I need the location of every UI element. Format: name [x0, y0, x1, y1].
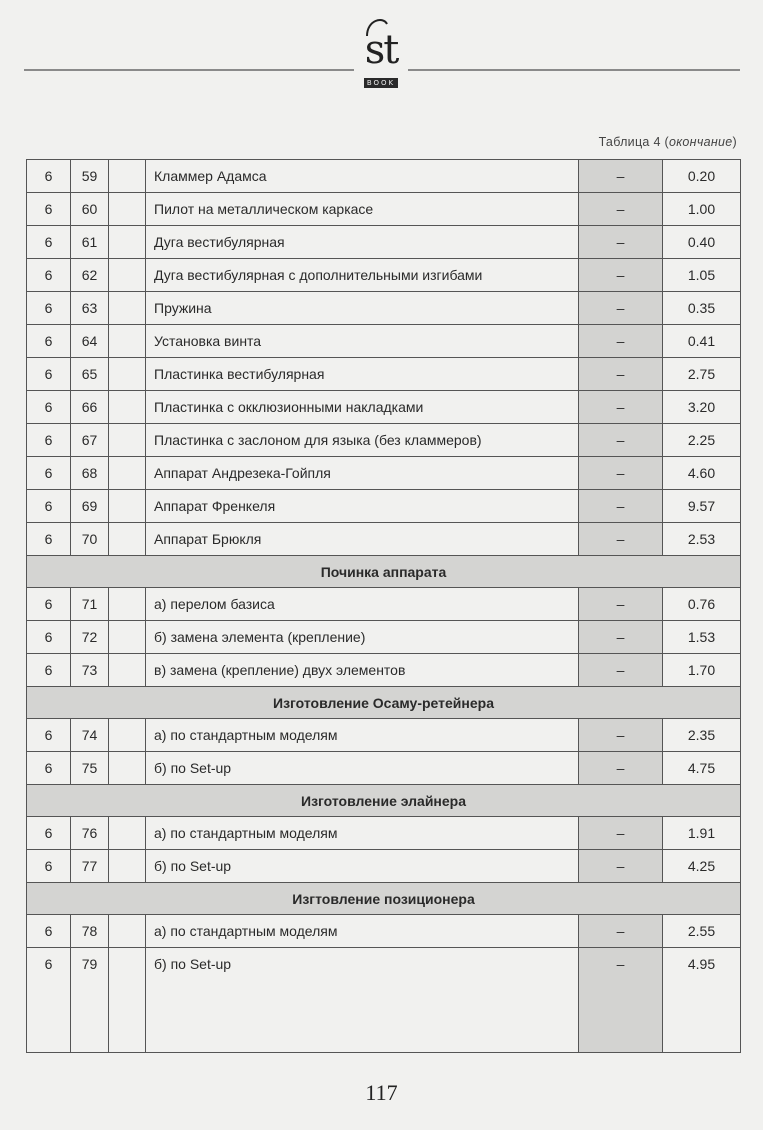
value-cell: 0.20 — [663, 160, 741, 193]
value-cell: 1.91 — [663, 817, 741, 850]
value-cell: 0.40 — [663, 226, 741, 259]
dash-cell: – — [579, 259, 663, 292]
dash-cell: – — [579, 325, 663, 358]
item-number-cell: 62 — [71, 259, 109, 292]
item-name-cell: Пилот на металлическом каркасе — [146, 193, 579, 226]
dash-cell: – — [579, 654, 663, 687]
table-row — [27, 915, 741, 948]
table-row — [27, 523, 741, 556]
chapter-cell: 6 — [27, 457, 71, 490]
table-row — [27, 654, 741, 687]
empty-cell — [109, 621, 146, 654]
chapter-cell: 6 — [27, 654, 71, 687]
value-cell: 2.35 — [663, 719, 741, 752]
value-cell: 1.70 — [663, 654, 741, 687]
section-header-row — [27, 785, 741, 817]
empty-cell — [109, 424, 146, 457]
header-rule-left — [24, 69, 354, 71]
dash-cell: – — [579, 358, 663, 391]
table-row — [27, 226, 741, 259]
caption-italic: окончание — [668, 135, 733, 149]
item-name-cell: Аппарат Брюкля — [146, 523, 579, 556]
section-title: Изготовление Осаму-ретейнера — [27, 687, 741, 719]
item-name-cell: Пластинка вестибулярная — [146, 358, 579, 391]
value-cell: 2.55 — [663, 915, 741, 948]
item-name-cell: Дуга вестибулярная с дополнительными изгибами — [146, 259, 579, 292]
item-name-cell: б) по Set-up — [146, 850, 579, 883]
caption-suffix: ) — [732, 135, 737, 149]
price-table-body — [27, 160, 741, 1053]
table-row — [27, 490, 741, 523]
dash-cell: – — [579, 719, 663, 752]
item-name-cell: б) замена элемента (крепление) — [146, 621, 579, 654]
chapter-cell: 6 — [27, 850, 71, 883]
empty-cell — [109, 588, 146, 621]
item-number-cell: 60 — [71, 193, 109, 226]
item-number-cell: 61 — [71, 226, 109, 259]
item-number-cell: 66 — [71, 391, 109, 424]
dash-cell: – — [579, 457, 663, 490]
page-number: 117 — [365, 1080, 398, 1105]
item-number-cell: 67 — [71, 424, 109, 457]
table-row — [27, 948, 741, 1053]
item-number-cell: 75 — [71, 752, 109, 785]
item-name-cell: Пластинка с заслоном для языка (без кламмеров) — [146, 424, 579, 457]
table-row — [27, 358, 741, 391]
section-header-row — [27, 883, 741, 915]
item-name-cell: а) перелом базиса — [146, 588, 579, 621]
empty-cell — [109, 719, 146, 752]
chapter-cell: 6 — [27, 490, 71, 523]
chapter-cell: 6 — [27, 259, 71, 292]
item-number-cell: 70 — [71, 523, 109, 556]
item-number-cell: 71 — [71, 588, 109, 621]
section-title: Изготовление элайнера — [27, 785, 741, 817]
dash-cell: – — [579, 490, 663, 523]
table-row — [27, 457, 741, 490]
item-number-cell: 74 — [71, 719, 109, 752]
item-name-cell: а) по стандартным моделям — [146, 915, 579, 948]
dash-cell: – — [579, 226, 663, 259]
item-number-cell: 73 — [71, 654, 109, 687]
empty-cell — [109, 259, 146, 292]
dash-cell: – — [579, 391, 663, 424]
table-row — [27, 391, 741, 424]
empty-cell — [109, 948, 146, 1053]
table-row — [27, 588, 741, 621]
value-cell: 0.76 — [663, 588, 741, 621]
chapter-cell: 6 — [27, 817, 71, 850]
section-header-row — [27, 687, 741, 719]
table-row — [27, 424, 741, 457]
table-row — [27, 621, 741, 654]
page-header — [0, 0, 763, 100]
value-cell: 1.00 — [663, 193, 741, 226]
value-cell: 0.35 — [663, 292, 741, 325]
chapter-cell: 6 — [27, 948, 71, 1053]
chapter-cell: 6 — [27, 621, 71, 654]
chapter-cell: 6 — [27, 523, 71, 556]
item-name-cell: а) по стандартным моделям — [146, 817, 579, 850]
dash-cell: – — [579, 588, 663, 621]
dash-cell: – — [579, 948, 663, 1053]
item-number-cell: 78 — [71, 915, 109, 948]
dash-cell: – — [579, 850, 663, 883]
value-cell: 2.75 — [663, 358, 741, 391]
empty-cell — [109, 490, 146, 523]
empty-cell — [109, 850, 146, 883]
table-row — [27, 817, 741, 850]
table-row — [27, 850, 741, 883]
value-cell: 2.53 — [663, 523, 741, 556]
value-cell: 3.20 — [663, 391, 741, 424]
section-header-row — [27, 556, 741, 588]
empty-cell — [109, 654, 146, 687]
item-number-cell: 76 — [71, 817, 109, 850]
price-table — [26, 159, 741, 1053]
value-cell: 4.75 — [663, 752, 741, 785]
item-name-cell: Дуга вестибулярная — [146, 226, 579, 259]
logo-sub: BOOK — [364, 78, 398, 88]
dash-cell: – — [579, 621, 663, 654]
logo-letters: st — [364, 27, 398, 73]
dash-cell: – — [579, 915, 663, 948]
dash-cell: – — [579, 193, 663, 226]
item-name-cell: б) по Set-up — [146, 752, 579, 785]
empty-cell — [109, 325, 146, 358]
item-name-cell: Кламмер Адамса — [146, 160, 579, 193]
empty-cell — [109, 523, 146, 556]
dash-cell: – — [579, 752, 663, 785]
item-name-cell: в) замена (крепление) двух элементов — [146, 654, 579, 687]
table-row — [27, 325, 741, 358]
section-title: Изгтовление позиционера — [27, 883, 741, 915]
item-name-cell: Установка винта — [146, 325, 579, 358]
item-number-cell: 77 — [71, 850, 109, 883]
empty-cell — [109, 358, 146, 391]
chapter-cell: 6 — [27, 752, 71, 785]
chapter-cell: 6 — [27, 193, 71, 226]
item-number-cell: 64 — [71, 325, 109, 358]
empty-cell — [109, 226, 146, 259]
item-number-cell: 72 — [71, 621, 109, 654]
dash-cell: – — [579, 424, 663, 457]
empty-cell — [109, 193, 146, 226]
chapter-cell: 6 — [27, 588, 71, 621]
empty-cell — [109, 457, 146, 490]
chapter-cell: 6 — [27, 424, 71, 457]
item-number-cell: 69 — [71, 490, 109, 523]
chapter-cell: 6 — [27, 358, 71, 391]
item-name-cell: а) по стандартным моделям — [146, 719, 579, 752]
chapter-cell: 6 — [27, 915, 71, 948]
dash-cell: – — [579, 160, 663, 193]
dash-cell: – — [579, 523, 663, 556]
item-name-cell: Аппарат Френкеля — [146, 490, 579, 523]
item-number-cell: 79 — [71, 948, 109, 1053]
header-rule-right — [408, 69, 740, 71]
empty-cell — [109, 160, 146, 193]
value-cell: 1.05 — [663, 259, 741, 292]
empty-cell — [109, 817, 146, 850]
item-name-cell: Пластинка с окклюзионными накладками — [146, 391, 579, 424]
dash-cell: – — [579, 817, 663, 850]
empty-cell — [109, 292, 146, 325]
value-cell: 4.95 — [663, 948, 741, 1053]
dash-cell: – — [579, 292, 663, 325]
chapter-cell: 6 — [27, 226, 71, 259]
item-name-cell: Аппарат Андрезека-Гойпля — [146, 457, 579, 490]
section-title: Починка аппарата — [27, 556, 741, 588]
caption-prefix: Таблица 4 ( — [598, 135, 669, 149]
item-number-cell: 59 — [71, 160, 109, 193]
table-caption — [599, 135, 737, 149]
value-cell: 4.25 — [663, 850, 741, 883]
empty-cell — [109, 915, 146, 948]
chapter-cell: 6 — [27, 292, 71, 325]
table-row — [27, 160, 741, 193]
empty-cell — [109, 752, 146, 785]
value-cell: 1.53 — [663, 621, 741, 654]
chapter-cell: 6 — [27, 391, 71, 424]
table-row — [27, 752, 741, 785]
value-cell: 4.60 — [663, 457, 741, 490]
value-cell: 2.25 — [663, 424, 741, 457]
empty-cell — [109, 391, 146, 424]
value-cell: 9.57 — [663, 490, 741, 523]
chapter-cell: 6 — [27, 719, 71, 752]
publisher-logo — [353, 14, 409, 87]
item-number-cell: 68 — [71, 457, 109, 490]
item-name-cell: б) по Set-up — [146, 948, 579, 1053]
chapter-cell: 6 — [27, 160, 71, 193]
table-row — [27, 259, 741, 292]
value-cell: 0.41 — [663, 325, 741, 358]
item-name-cell: Пружина — [146, 292, 579, 325]
table-row — [27, 193, 741, 226]
item-number-cell: 63 — [71, 292, 109, 325]
table-row — [27, 292, 741, 325]
item-number-cell: 65 — [71, 358, 109, 391]
chapter-cell: 6 — [27, 325, 71, 358]
table-row — [27, 719, 741, 752]
